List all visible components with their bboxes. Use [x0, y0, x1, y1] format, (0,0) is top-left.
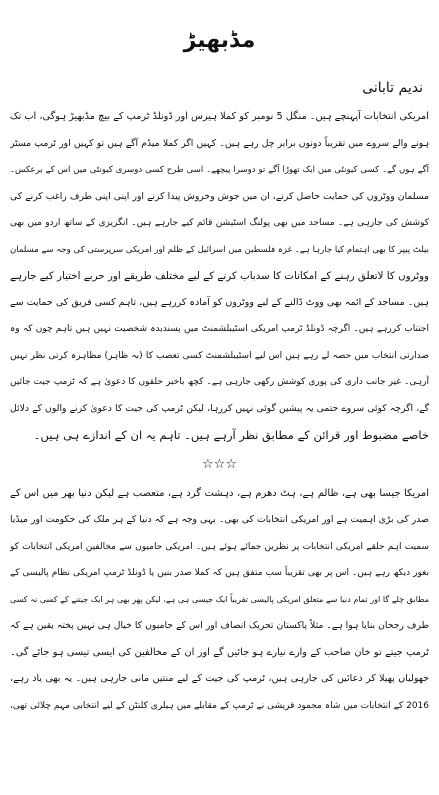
- paragraph-2: [10, 481, 429, 720]
- text-line: خاصے مضبوط اور قرائن کے مطابق نظر آرہے ہیں۔ تاہم یہ ان کے اندازے ہی ہیں۔: [33, 428, 429, 442]
- text-line: بیلٹ پیپر کا بھی اہتمام کیا جارہا ہے۔ غزہ فلسطین میں اسرائیل کے ظلم اور امریکی سرپرستی کی وجہ سے مسلمان: [10, 244, 429, 255]
- text-line: اجتناب کررہے ہیں۔ اگرچہ ڈونلڈ ٹرمپ امریکی اسٹیبلشمنٹ میں پسندیدہ شخصیت نہیں ہیں تاہم چوں کہ وہ: [10, 324, 429, 334]
- text-line: مطابق چلے گا اور تمام دنیا سے متعلق امریکی پالیسی تقریباً ایک جیسی ہی ہے، لیکن پھر بھی ہر ایک جیتنے کے کسی نہ کسی: [10, 594, 429, 604]
- text-line: امریکی انتخابات آپہنچے ہیں۔ منگل 5 نومبر کو کملا ہیرس اور ڈونلڈ ٹرمپ کے بیچ مڈبھیڑ ہوگی، اب تک: [10, 111, 429, 122]
- text-line: آگے ہوں گے۔ کسی کیونٹی میں ایک تھوڑا آگے تو دوسرا پیچھے۔ اسی طرح کسی دوسری کیونٹی میں اس کے برعکس۔: [10, 165, 429, 175]
- text-line: 2016 کے انتخابات میں شاہ محمود قریشی نے ٹرمپ کے مقابلے میں ہیلری کلنٹن کے لیے انتخابی مہم چلائی تھی،: [10, 700, 429, 711]
- text-line: جھولیاں پھیلا کر دعائیں کی جارہی ہیں، ٹرمپ کی جیت کے لیے منتیں مانی جارہی ہیں۔ یہ بھی یاد رہے،: [10, 673, 429, 684]
- text-line: بغور دیکھ رہے ہیں۔ اس پر بھی تقریباً سب متفق ہیں کہ کملا صدر بنیں یا ڈونلڈ ٹرمپ امریکی نظام پالیسی کے: [10, 568, 429, 578]
- paragraph-1: [10, 104, 429, 449]
- text-line: ہونے والے سروے میں تقریباً دونوں برابر چل رہے ہیں۔ کہیں اگر کملا میڈم آگے ہیں تو کہیں اور ٹرمپ مسٹر: [10, 137, 429, 149]
- text-line: سمیت اہم حلقے امریکی انتخابات پر نظریں جمائے ہوئے ہیں۔ امریکی حامیوں سے مخالفین امریکی انتخابات کو: [10, 541, 429, 552]
- text-line: مسلمان ووٹروں کی حمایت حاصل کرنے، ان میں جوش وخروش پیدا کرنے اور اپنی اپنی طرف راغب کرنے کی: [10, 190, 429, 202]
- text-line: صدارتی انتخاب میں حصہ لے رہے ہیں اس لیے اسٹیبلشمنٹ کسی تعصب کا (بہ ظاہر) مظاہرہ کرتی نظر نہیں: [10, 350, 429, 361]
- author-name: ندیم تابانی: [362, 80, 423, 96]
- text-line: ووٹروں کا لاتعلق رہنے کے امکانات کا سدباب کرنے کے لیے مختلف طریقے اور حربے اختیار کیے جارہے: [10, 270, 429, 282]
- article-title: مڈبھیڑ: [183, 28, 256, 53]
- text-line: ہیں۔ مساجد کے ائمہ بھی ووٹ ڈالنے کے لیے ووٹروں کو آمادہ کررہے ہیں، تاہم کسی فریق کی حمایت سے: [10, 296, 429, 308]
- text-line: امریکا جیسا بھی ہے، ظالم ہے، ہٹ دھرم ہے، دہشت گرد ہے، متعصب ہے لیکن دنیا بھر میں اس کے: [10, 487, 429, 499]
- section-separator: ☆☆☆: [202, 456, 237, 472]
- text-line: گے، اگرچہ کوئی سروے حتمی یہ پیشین گوئی نہیں کررہا، لیکن ٹرمپ کی جیت کا دعویٰ کرنے والوں کے دلائل: [10, 402, 429, 414]
- text-line: کوشش کی جارہی ہے۔ مساجد میں بھی پولنگ اسٹیشن قائم کیے جارہے ہیں۔ انگریزی کے ساتھ اردو میں بھی: [10, 218, 429, 228]
- text-line: ٹرمپ جیتے تو خان صاحب کے وارے نیارے ہو جائیں گے اور ان کے مخالفین کی ایسی تیسی ہو جائے گی۔: [10, 646, 429, 658]
- text-line: طرف رجحان بنایا ہوا ہے۔ مثلاً پاکستان تحریک انصاف اور اس کے حامیوں کا خیال ہی نہیں پختہ یقین ہے کہ: [10, 620, 429, 631]
- text-line: آرہی۔ غیر جانب داری کی پوری کوشش رکھی جارہی ہے۔ کچھ باخبر حلقوں کا دعویٰ ہے کہ ٹرمپ جیت جائیں: [10, 377, 429, 387]
- text-line: صدر کی بڑی اہمیت ہے اور امریکی انتخابات کی بھی۔ یہی وجہ ہے کہ دنیا کے ہر ملک کی حکومت اور میڈیا: [10, 514, 429, 525]
